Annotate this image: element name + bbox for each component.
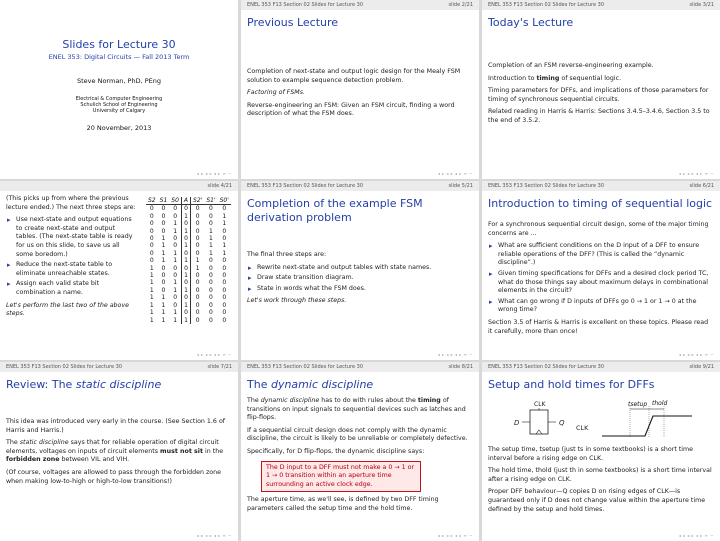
table-cell: 0 xyxy=(222,294,227,302)
table-cell: 1 xyxy=(173,227,178,235)
intro-text: The final three steps are: xyxy=(247,251,327,258)
table-row xyxy=(146,279,231,286)
table-cell: 0 xyxy=(222,264,227,272)
table-cell: S1' xyxy=(206,197,216,204)
table-cell: 0 xyxy=(181,265,190,272)
text-item: Proper DFF behaviour—Q copies D on rising edges of CLK—is guaranteed only if D does not change value within the aperture time defined by the setup and hold times. xyxy=(488,488,706,513)
slide-header xyxy=(482,0,720,10)
bullet-list xyxy=(488,242,714,315)
slide-number: slide 8/21 xyxy=(448,364,473,370)
table-row xyxy=(146,294,231,301)
intro-text: (This picks up from where the previous lecture ended.) The next three steps are: xyxy=(6,195,136,211)
closing-text: Let's work through these steps. xyxy=(247,297,347,305)
slide-title: Setup and hold times for DFFs xyxy=(488,378,655,391)
nav-controls[interactable]: ◂ ▸ ◂ ▸ ◂ ▸ ≡ ∽ xyxy=(437,171,473,176)
table-cell: 1 xyxy=(222,242,227,250)
table-cell: 0 xyxy=(149,220,154,228)
table-cell: 0 xyxy=(209,316,213,324)
table-cell: 0 xyxy=(209,264,213,272)
text-item: The static discipline says that for reliable operation of digital circuit elements, voltages on inputs of circuit elements must not sit in the forbidden zone between VIL and VIH. xyxy=(6,439,224,464)
text-item: Reverse-engineering an FSM: Given an FSM circuit, finding a word description of what the FSM does. xyxy=(247,101,455,118)
course-label: ENEL 353 F13 Section 02 Slides for Lecture 30 xyxy=(488,183,604,189)
table-cell: 0 xyxy=(181,250,190,257)
table-cell: 0 xyxy=(173,242,178,250)
table-cell: 0 xyxy=(191,287,205,294)
table-cell: 0 xyxy=(149,249,154,257)
slide-8[interactable] xyxy=(241,362,479,541)
table-cell: 1 xyxy=(161,294,166,302)
nav-controls[interactable]: ◂ ▸ ◂ ▸ ◂ ▸ ≡ ∽ xyxy=(678,171,714,176)
table-cell: 0 xyxy=(181,309,190,316)
table-cell: 0 xyxy=(181,235,190,242)
slide-body xyxy=(6,418,232,490)
list-item: ▸ Given timing specifications for DFFs and a desired clock period TC, what do those things say about maximum delays in combinational elements in the circuit? xyxy=(498,270,714,296)
table-cell: 0 xyxy=(149,227,154,235)
course-label: ENEL 353 F13 Section 02 Slides for Lecture 30 xyxy=(247,364,363,370)
slide-subtitle: ENEL 353: Digital Circuits — Fall 2013 Term xyxy=(48,53,190,61)
tsetup-label: tsetup xyxy=(628,401,648,408)
slide-5[interactable] xyxy=(241,181,479,360)
slide-header xyxy=(482,362,720,372)
text-item: Related reading in Harris & Harris: Sections 3.4.5–3.4.6, Section 3.5 to the end of 3.5.2. xyxy=(488,108,710,124)
table-cell: 0 xyxy=(222,257,227,265)
table-cell: 1 xyxy=(149,279,154,287)
table-cell: 1 xyxy=(181,287,190,294)
slide-body xyxy=(488,221,714,340)
table-cell: 0 xyxy=(222,301,227,309)
table-cell: 0 xyxy=(181,279,190,286)
table-cell: 0 xyxy=(149,212,154,220)
course-label: ENEL 353 F13 Section 02 Slides for Lecture 30 xyxy=(6,364,122,370)
list-item: ▸ Use next-state and output equations to create next-state and output tables. (The next-state table is ready for us on this slide, to save us all some boredom.) xyxy=(16,216,138,259)
slide-9[interactable] xyxy=(482,362,720,541)
table-cell: 0 xyxy=(222,205,227,213)
table-row xyxy=(146,213,231,220)
bullet-list xyxy=(6,216,138,297)
table-cell: 1 xyxy=(191,265,205,272)
table-cell: 1 xyxy=(222,212,227,220)
table-cell: 1 xyxy=(181,317,190,324)
clock-triangle xyxy=(536,430,542,434)
table-cell: 1 xyxy=(209,249,213,257)
slide-title: Today's Lecture xyxy=(488,16,574,29)
table-cell: 0 xyxy=(209,272,213,280)
text-item: Completion of an FSM reverse-engineering example. xyxy=(488,62,654,69)
table-row xyxy=(146,317,231,324)
nav-controls[interactable]: ◂ ▸ ◂ ▸ ◂ ▸ ≡ ∽ xyxy=(196,533,232,538)
table-row xyxy=(146,235,231,242)
table-cell: 0 xyxy=(191,242,205,249)
list-item: ▸ What can go wrong if D inputs of DFFs go 0 → 1 or 1 → 0 at the wrong time? xyxy=(498,298,714,315)
table-cell: 0 xyxy=(209,286,213,294)
text-item: The dynamic discipline has to do with rules about the timing of transitions on input signals to sequential devices such as latches and flip-flops. xyxy=(247,397,466,422)
slide-body xyxy=(247,68,473,123)
list-item: ▸ Draw state transition diagram. xyxy=(257,274,473,283)
table-cell: 0 xyxy=(191,294,205,301)
table-cell: 0 xyxy=(209,205,213,213)
date: 20 November, 2013 xyxy=(86,124,152,132)
table-row xyxy=(146,242,231,249)
table-cell: 0 xyxy=(191,235,205,242)
list-item: ▸ Rewrite next-state and output tables with state names. xyxy=(257,264,473,273)
slide-3[interactable] xyxy=(482,0,720,179)
next-state-table xyxy=(146,197,231,324)
table-cell: 0 xyxy=(161,227,166,235)
table-cell: 0 xyxy=(149,242,154,250)
list-item: ▸ Assign each valid state bit combination a name. xyxy=(16,280,138,297)
table-cell: 0 xyxy=(191,228,205,235)
table-cell: 0 xyxy=(191,279,205,286)
table-cell: 0 xyxy=(209,212,213,220)
table-cell: 0 xyxy=(173,205,178,213)
table-row xyxy=(146,272,231,279)
table-cell: 1 xyxy=(149,316,154,324)
table-cell: 1 xyxy=(222,220,227,228)
table-cell: 1 xyxy=(181,272,190,279)
table-cell: 0 xyxy=(191,220,205,227)
list-item: ▸ Reduce the next-state table to eliminate unreachable states. xyxy=(16,261,138,278)
slide-body xyxy=(488,62,714,130)
slide-2[interactable] xyxy=(241,0,479,179)
table-cell: 0 xyxy=(161,264,166,272)
nav-controls[interactable]: ◂ ▸ ◂ ▸ ◂ ▸ ≡ ∽ xyxy=(678,352,714,357)
slide-number: slide 7/21 xyxy=(207,364,232,370)
clk-waveform-label: CLK xyxy=(576,424,589,432)
slide-1[interactable] xyxy=(0,0,238,179)
table-cell: 0 xyxy=(191,302,205,309)
course-label: ENEL 353 F13 Section 02 Slides for Lecture 30 xyxy=(247,183,363,189)
table-row xyxy=(146,265,231,272)
table-cell: 0 xyxy=(173,212,178,220)
table-cell: 0 xyxy=(173,235,178,243)
slide-title: Introduction to timing of sequential logic xyxy=(488,197,713,210)
table-cell: 0 xyxy=(181,220,190,227)
slide-number: slide 9/21 xyxy=(689,364,714,370)
table-cell: S0' xyxy=(219,197,229,204)
table-cell: 1 xyxy=(161,235,166,243)
text-item: Completion of next-state and output logic design for the Mealy FSM solution to example sequence detection problem. xyxy=(247,68,461,84)
nav-controls[interactable]: ◂ ▸ ◂ ▸ ◂ ▸ ≡ ∽ xyxy=(196,171,232,176)
slide-title: Completion of the example FSM derivation problem xyxy=(247,197,423,224)
dff-clk-label: CLK xyxy=(534,401,546,408)
slide-number: slide 3/21 xyxy=(689,2,714,8)
table-cell: 1 xyxy=(149,286,154,294)
text-item: The hold time, thold (just th in some textbooks) is a short time interval after a rising edge on CLK. xyxy=(488,467,712,483)
nav-controls[interactable]: ◂ ▸ ◂ ▸ ◂ ▸ ≡ ∽ xyxy=(437,352,473,357)
table-cell: S0 xyxy=(169,197,181,205)
list-item: ▸ State in words what the FSM does. xyxy=(257,285,473,294)
table-cell: 0 xyxy=(173,264,178,272)
table-cell: 1 xyxy=(209,242,213,250)
slide-body xyxy=(247,397,473,518)
table-cell: 1 xyxy=(181,213,190,220)
slide-header xyxy=(0,362,238,372)
table-row xyxy=(146,205,231,213)
slide-header xyxy=(482,181,720,191)
table-cell: 0 xyxy=(222,286,227,294)
clk-waveform xyxy=(602,416,692,436)
table-cell: 0 xyxy=(161,286,166,294)
bullet-list xyxy=(247,264,473,294)
table-cell: 0 xyxy=(209,279,213,287)
slide-number: slide 4/21 xyxy=(207,183,232,189)
table-cell: 1 xyxy=(173,309,178,317)
table-cell: 0 xyxy=(161,279,166,287)
table-cell: 0 xyxy=(191,205,205,213)
table-cell: 1 xyxy=(209,227,213,235)
table-cell: 0 xyxy=(149,257,154,265)
table-cell: 1 xyxy=(149,272,154,280)
table-cell: 1 xyxy=(173,220,178,228)
affiliation-3: University of Calgary xyxy=(92,108,146,114)
slide-title: Review: The static discipline xyxy=(6,378,162,391)
author: Steve Norman, PhD, PEng xyxy=(77,77,161,85)
table-cell: A xyxy=(181,197,190,205)
thold-label: thold xyxy=(652,400,668,407)
table-cell: 0 xyxy=(209,220,213,228)
table-header-row xyxy=(146,197,231,205)
slide-4[interactable] xyxy=(0,181,238,360)
list-item: ▸ What are sufficient conditions on the D input of a DFF to ensure reliable operations of the DFF? (This is called the “dynamic discipline”.) xyxy=(498,242,714,268)
table-cell: 1 xyxy=(191,257,205,264)
table-cell: 0 xyxy=(181,205,190,213)
table-row xyxy=(146,309,231,316)
closing-text: Section 3.5 of Harris & Harris is excellent on these topics. Please read it carefully, more than once! xyxy=(488,318,709,335)
table-cell: 0 xyxy=(161,212,166,220)
text-item: The setup time, tsetup (just ts in some textbooks) is a short time interval before a rising edge on CLK. xyxy=(488,446,694,462)
table-cell: 0 xyxy=(222,227,227,235)
table-cell: 0 xyxy=(191,250,205,257)
table-cell: 1 xyxy=(173,316,178,324)
slide-body xyxy=(6,195,138,323)
slide-6[interactable] xyxy=(482,181,720,360)
slide-title: The dynamic discipline xyxy=(247,378,374,391)
table-cell: 1 xyxy=(173,279,178,287)
table-cell: 1 xyxy=(181,257,190,264)
table-cell: 0 xyxy=(173,294,178,302)
table-cell: 1 xyxy=(222,249,227,257)
table-cell: 1 xyxy=(173,286,178,294)
slide-title: Slides for Lecture 30 xyxy=(62,38,176,51)
table-cell: S1 xyxy=(159,197,168,204)
text-item: This idea was introduced very early in the course. (See Section 1.6 of Harris and Harris.) xyxy=(6,418,226,434)
slide-header xyxy=(241,362,479,372)
text-item: The aperture time, as we'll see, is defined by two DFF timing parameters called the setup time and the hold time. xyxy=(247,496,439,512)
intro-text: For a synchronous sequential circuit design, some of the major timing concerns are ... xyxy=(488,221,709,237)
closing-text: Let's perform the last two of the above steps. xyxy=(6,301,130,318)
slide-body xyxy=(488,446,714,518)
table-cell: 0 xyxy=(191,317,205,324)
course-label: ENEL 353 F13 Section 02 Slides for Lecture 30 xyxy=(488,364,604,370)
slide-number: slide 5/21 xyxy=(448,183,473,189)
table-cell: 0 xyxy=(161,272,166,280)
text-item: Specifically, for D flip-flops, the dynamic discipline says: xyxy=(247,447,425,455)
table-cell: 1 xyxy=(161,316,166,324)
table-cell: 0 xyxy=(209,257,213,265)
table-cell: 0 xyxy=(173,301,178,309)
table-cell: 0 xyxy=(181,294,190,301)
text-item: Timing parameters for DFFs, and implications of those parameters for timing of synchronous sequential circuits. xyxy=(488,87,709,103)
table-cell: 0 xyxy=(191,272,205,279)
slide-number: slide 2/21 xyxy=(448,2,473,8)
table-cell: 1 xyxy=(181,302,190,309)
table-cell: 0 xyxy=(149,205,154,213)
table-cell: 0 xyxy=(161,220,166,228)
table-cell: 1 xyxy=(149,301,154,309)
nav-controls[interactable]: ◂ ▸ ◂ ▸ ◂ ▸ ≡ ∽ xyxy=(196,352,232,357)
table-cell: 0 xyxy=(173,272,178,280)
table-cell: 0 xyxy=(191,309,205,316)
course-label: ENEL 353 F13 Section 02 Slides for Lecture 30 xyxy=(488,2,604,8)
alert-box: The D input to a DFF must not make a 0 → 1 or 1 → 0 transition within an aperture time surrounding an active clock edge. xyxy=(261,461,421,493)
table-cell: 0 xyxy=(222,316,227,324)
table-cell: 1 xyxy=(161,301,166,309)
table-cell: 1 xyxy=(161,257,166,265)
table-cell: 0 xyxy=(209,294,213,302)
table-row xyxy=(146,287,231,294)
course-label: ENEL 353 F13 Section 02 Slides for Lecture 30 xyxy=(247,2,363,8)
text-item: If a sequential circuit design does not comply with the dynamic discipline, the circuit is likely to be unreliable or completely defective. xyxy=(247,426,468,443)
table-cell: 1 xyxy=(181,242,190,249)
table-cell: 0 xyxy=(222,309,227,317)
table-row xyxy=(146,257,231,264)
slide-number: slide 6/21 xyxy=(689,183,714,189)
nav-controls[interactable]: ◂ ▸ ◂ ▸ ◂ ▸ ≡ ∽ xyxy=(437,533,473,538)
slide-header xyxy=(241,181,479,191)
table-cell: 1 xyxy=(149,294,154,302)
slide-header xyxy=(241,0,479,10)
table-cell: S2' xyxy=(191,197,205,205)
table-cell: 0 xyxy=(222,272,227,280)
table-cell: 0 xyxy=(222,279,227,287)
table-cell: 1 xyxy=(149,309,154,317)
table-cell: 0 xyxy=(191,213,205,220)
table-cell: 1 xyxy=(161,309,166,317)
table-cell: 1 xyxy=(181,228,190,235)
setup-hold-diagram xyxy=(512,398,702,444)
dff-d-label: D xyxy=(514,419,520,427)
nav-controls[interactable]: ◂ ▸ ◂ ▸ ◂ ▸ ≡ ∽ xyxy=(678,533,714,538)
table-cell: 1 xyxy=(161,249,166,257)
text-item: (Of course, voltages are allowed to pass through the forbidden zone when making low-to-high or high-to-low transitions!) xyxy=(6,468,222,485)
table-row xyxy=(146,220,231,227)
table-cell: 1 xyxy=(161,242,166,250)
table-cell: 0 xyxy=(161,205,166,213)
table-row xyxy=(146,250,231,257)
slide-body xyxy=(247,251,473,310)
table-cell: 0 xyxy=(149,235,154,243)
table-cell: 0 xyxy=(209,309,213,317)
slide-title: Previous Lecture xyxy=(247,16,339,29)
table-row xyxy=(146,302,231,309)
table-row xyxy=(146,228,231,235)
text-item: Factoring of FSMs. xyxy=(247,89,305,97)
slide-header xyxy=(0,181,238,191)
table-cell: 0 xyxy=(209,301,213,309)
text-item: Introduction to timing of sequential logic. xyxy=(488,74,622,82)
table-cell: S2 xyxy=(148,197,156,204)
table-cell: 1 xyxy=(209,235,213,243)
table-cell: 1 xyxy=(149,264,154,272)
table-cell: 1 xyxy=(173,257,178,265)
affiliation-2: Schulich School of Engineering xyxy=(80,102,158,108)
table-cell: 0 xyxy=(222,235,227,243)
table-cell: 1 xyxy=(173,249,178,257)
slide-7[interactable] xyxy=(0,362,238,541)
dff-q-label: Q xyxy=(559,419,565,427)
affiliation-1: Electrical & Computer Engineering xyxy=(75,96,163,102)
